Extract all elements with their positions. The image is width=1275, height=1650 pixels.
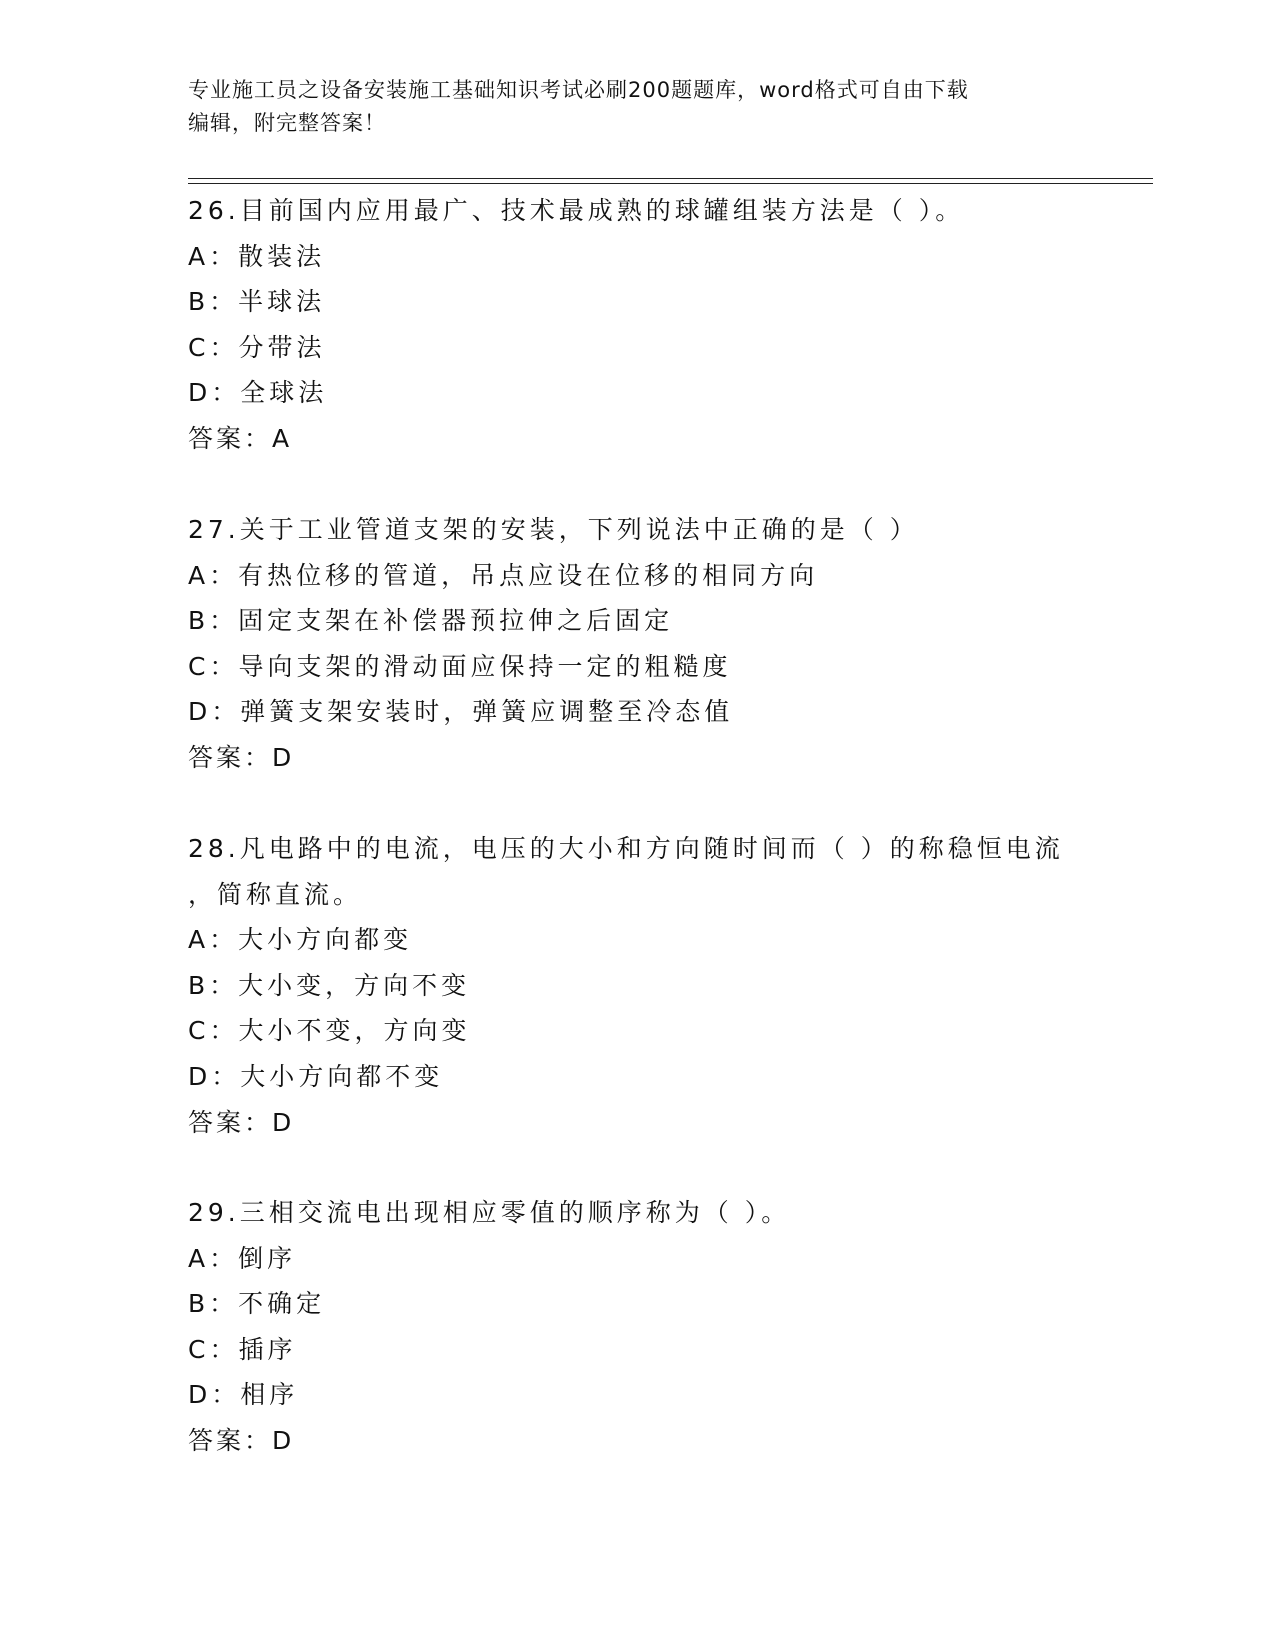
answer-value: D [272,1107,294,1137]
question-stem-line-1: 28.凡电路中的电流，电压的大小和方向随时间而（ ）的称稳恒电流 [188,834,1064,863]
question-stem: 27.关于工业管道支架的安装，下列说法中正确的是（ ） [188,515,919,544]
answer-value: D [272,1425,294,1455]
option-b: B：半球法 [188,287,326,317]
header-divider-bottom [188,183,1153,184]
answer-line [188,1418,1068,1464]
option-b: B：不确定 [188,1289,326,1319]
question-stem: 26.目前国内应用最广、技术最成熟的球罐组装方法是（ ）。 [188,196,965,225]
answer-label: 答案： [188,1107,273,1137]
answer-label: 答案： [188,742,273,772]
answer-line [188,416,1068,462]
header-divider-top [188,178,1153,179]
option-d: D：弹簧支架安装时，弹簧应调整至冷态值 [188,697,734,727]
answer-value: D [272,742,294,772]
question-stem-line-2: ，简称直流。 [188,879,363,909]
option-c: C：插序 [188,1334,297,1364]
option-c: C：分带法 [188,332,326,362]
question-28 [188,826,1068,1145]
answer-line [188,1100,1068,1146]
header-line-2: 编辑，附完整答案！ [188,111,386,135]
option-a: A：散装法 [188,241,326,271]
option-c: C：大小不变，方向变 [188,1016,471,1046]
question-stem: 29.三相交流电出现相应零值的顺序称为（ ）。 [188,1198,791,1227]
header-line-1: 专业施工员之设备安装施工基础知识考试必刷200题题库，word格式可自由下载 [188,78,969,102]
question-27 [188,507,1068,781]
document-header [188,74,1068,140]
question-29 [188,1190,1068,1464]
answer-label: 答案： [188,423,273,453]
option-a: A：有热位移的管道，吊点应设在位移的相同方向 [188,560,819,590]
option-d: D：全球法 [188,378,328,408]
option-b: B：固定支架在补偿器预拉伸之后固定 [188,606,674,636]
question-26 [188,188,1068,462]
answer-value: A [272,423,292,453]
answer-label: 答案： [188,1425,273,1455]
option-d: D：相序 [188,1380,299,1410]
option-c: C：导向支架的滑动面应保持一定的粗糙度 [188,651,732,681]
answer-line [188,735,1068,781]
option-a: A：大小方向都变 [188,925,413,955]
option-a: A：倒序 [188,1243,297,1273]
option-b: B：大小变，方向不变 [188,970,471,1000]
option-d: D：大小方向都不变 [188,1061,444,1091]
